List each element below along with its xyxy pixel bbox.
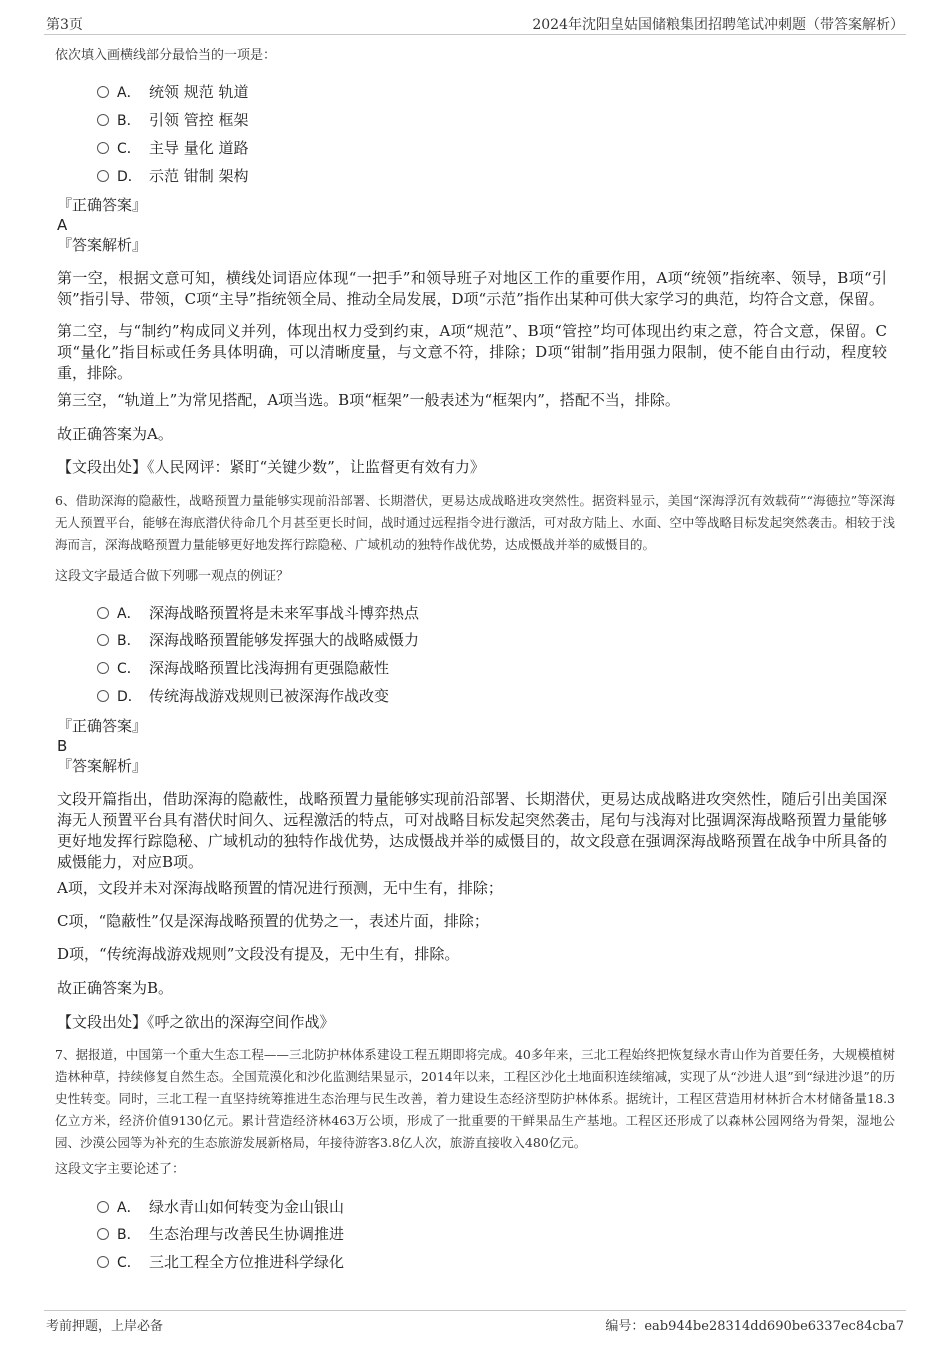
q5-analysis-p3: 第三空，“轨道上”为常见搭配，A项当选。B项“框架”一般表述为“框架内”，搭配不当，排除。 <box>57 391 680 409</box>
footer-slogan: 考前押题，上岸必备 <box>46 1319 164 1334</box>
q5-analysis-p2: 第二空，与“制约”构成同义并列，体现出权力受到约束，A项“规范”、B项“管控”均可体现出约束之意，符合文意，保留。C项“量化”指目标或任务具体明确，可以清晰度量，与文意不符，排除；D项“钳制”指用强力限制，使不能自由行动，程度较重，排除。 <box>57 322 887 382</box>
q5-prompt: 依次填入画横线部分最恰当的一项是： <box>55 48 277 63</box>
q6-analysis-p4: D项，“传统海战游戏规则”文段没有提及，无中生有，排除。 <box>57 945 460 963</box>
q6-analysis-label: 『答案解析』 <box>57 757 148 775</box>
q5-option-b[interactable]: B． 引领 管控 框架 <box>97 109 249 131</box>
radio-icon[interactable] <box>97 142 109 154</box>
q5-answer-label: 『正确答案』 <box>57 196 148 214</box>
q5-answer: A <box>57 216 68 234</box>
q6-answer-label: 『正确答案』 <box>57 717 148 735</box>
q5-analysis-label: 『答案解析』 <box>57 236 148 254</box>
radio-icon[interactable] <box>97 662 109 674</box>
radio-icon[interactable] <box>97 690 109 702</box>
page-header <box>44 12 906 35</box>
q7-option-b[interactable]: B． 生态治理与改善民生协调推进 <box>97 1223 344 1245</box>
q5-analysis-p4: 故正确答案为A。 <box>57 425 173 443</box>
q6-analysis-p2: A项，文段并未对深海战略预置的情况进行预测，无中生有，排除； <box>57 879 503 897</box>
radio-icon[interactable] <box>97 634 109 646</box>
page-footer <box>44 1310 906 1335</box>
q5-source: 【文段出处】《人民网评：紧盯“关键少数”，让监督更有效有力》 <box>57 458 485 476</box>
q6-analysis-p1: 文段开篇指出，借助深海的隐蔽性，战略预置力量能够实现前沿部署、长期潜伏，更易达成战略进攻突然性，随后引出美国深海无人预置平台具有潜伏时间久、远程激活的特点，可对战略目标发起突然袭击，尾句与浅海对比强调深海战略预置力量能够更好地发挥行踪隐秘、广域机动的独特作战优势，达成慑战并举的威慑目的，故文段意在强调深海战略预置在战争中所具备的威慑能力，对应B项。 <box>57 790 887 871</box>
document-code: 编号：eab944be28314dd690be6337ec84cba7 <box>605 1319 904 1334</box>
q5-analysis-p1: 第一空，根据文意可知，横线处词语应体现“一把手”和领导班子对地区工作的重要作用，A项“统领”指统率、领导，B项“引领”指引导、带领，C项“主导”指统领全局、推动全局发展，D项“示范”指作出某种可供大家学习的典范，均符合文意，保留。 <box>57 269 887 308</box>
radio-icon[interactable] <box>97 1228 109 1240</box>
q6-text: 6、借助深海的隐蔽性，战略预置力量能够实现前沿部署、长期潜伏，更易达成战略进攻突然性。据资料显示，美国“深海浮沉有效载荷”“海德拉”等深海无人预置平台，能够在海底潜伏待命几个月甚至更长时间，战时通过远程指令进行激活，可对敌方陆上、水面、空中等战略目标发起突然袭击。相较于浅海而言，深海战略预置力量能够更好地发挥行踪隐秘、广域机动的独特作战优势，达成慑战并举的威慑目的。 <box>55 493 895 552</box>
q7-prompt: 这段文字主要论述了： <box>55 1162 186 1177</box>
q6-option-b[interactable]: B． 深海战略预置能够发挥强大的战略威慑力 <box>97 629 419 651</box>
radio-icon[interactable] <box>97 86 109 98</box>
q6-source: 【文段出处】《呼之欲出的深海空间作战》 <box>57 1013 335 1031</box>
q7-option-a[interactable]: A． 绿水青山如何转变为金山银山 <box>97 1196 344 1218</box>
q5-option-c[interactable]: C． 主导 量化 道路 <box>97 137 249 159</box>
radio-icon[interactable] <box>97 1201 109 1213</box>
q6-analysis-p5: 故正确答案为B。 <box>57 979 174 997</box>
radio-icon[interactable] <box>97 1256 109 1268</box>
page-number: 第3页 <box>46 17 83 33</box>
q7-option-c[interactable]: C． 三北工程全方位推进科学绿化 <box>97 1251 344 1273</box>
q7-text: 7、据报道，中国第一个重大生态工程——三北防护林体系建设工程五期即将完成。40多年来，三北工程始终把恢复绿水青山作为首要任务，大规模植树造林种草，持续修复自然生态。全国荒漠化和沙化监测结果显示，2014年以来，工程区沙化土地面积连续缩减，实现了从“沙进人退”到“绿进沙退”的历史性转变。同时，三北工程一直坚持统筹推进生态治理与民生改善，着力建设生态经济型防护林体系。据统计，工程区营造用材林折合木材储备量18.3亿立方米，经济价值9130亿元。累计营造经济林463万公顷，形成了一批重要的干鲜果品生产基地。工程区还形成了以森林公园网络为骨架，湿地公园、沙漠公园等为补充的生态旅游发展新格局，年接待游客3.8亿人次，旅游直接收入480亿元。 <box>55 1047 895 1150</box>
q6-option-d[interactable]: D． 传统海战游戏规则已被深海作战改变 <box>97 685 389 707</box>
q6-option-c[interactable]: C． 深海战略预置比浅海拥有更强隐蔽性 <box>97 657 389 679</box>
q6-analysis-p3: C项，“隐蔽性”仅是深海战略预置的优势之一，表述片面，排除； <box>57 912 489 930</box>
q6-option-a[interactable]: A． 深海战略预置将是未来军事战斗博弈热点 <box>97 602 419 624</box>
radio-icon[interactable] <box>97 170 109 182</box>
document-title: 2024年沈阳皇姑国储粮集团招聘笔试冲刺题（带答案解析） <box>532 17 904 33</box>
q6-prompt: 这段文字最适合做下列哪一观点的例证？ <box>55 569 290 584</box>
q5-option-d[interactable]: D． 示范 钳制 架构 <box>97 165 249 187</box>
radio-icon[interactable] <box>97 114 109 126</box>
radio-icon[interactable] <box>97 607 109 619</box>
q6-answer: B <box>57 737 68 755</box>
q5-option-a[interactable]: A． 统领 规范 轨道 <box>97 81 249 103</box>
